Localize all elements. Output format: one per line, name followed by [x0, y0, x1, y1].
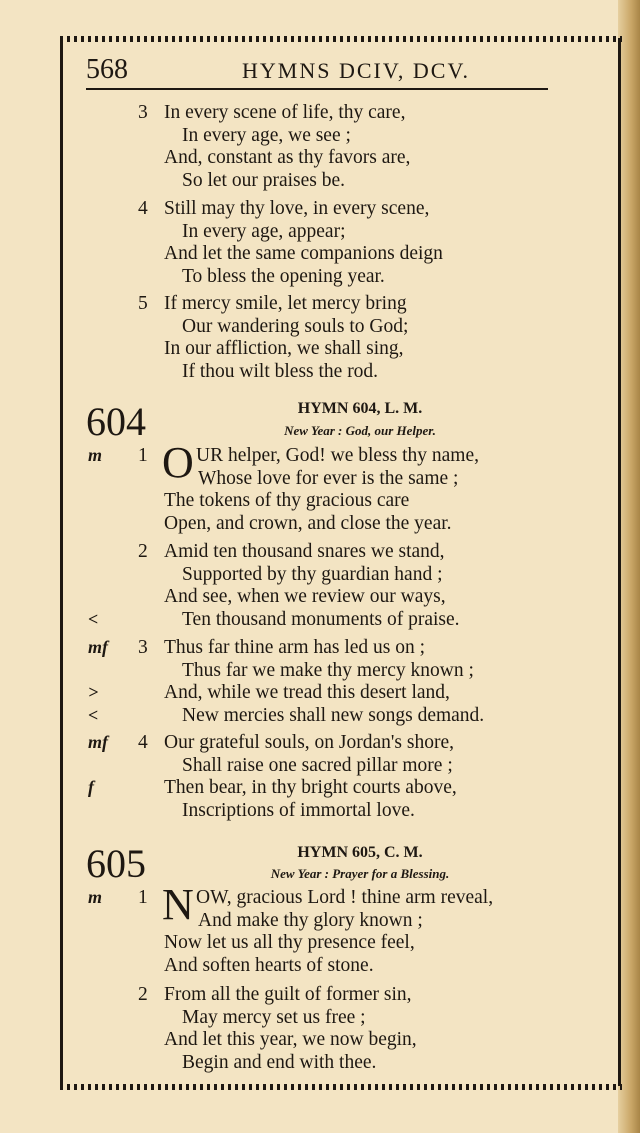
border-left: [60, 38, 63, 1086]
verse-line: [86, 1029, 586, 1052]
verse-line-text: From all the guilt of former sin,: [164, 984, 412, 1005]
verse-line-text: Our wandering souls to God;: [182, 315, 409, 337]
verse-line: [86, 586, 586, 609]
verse-line-text: Thus far thine arm has led us on ;: [164, 637, 426, 658]
verse-number: 2: [138, 984, 148, 1005]
verse-line-text: And let the same companions deign: [164, 243, 443, 265]
stanza: [86, 438, 586, 535]
verse-line: [86, 955, 586, 978]
verse-line-text: To bless the opening year.: [182, 265, 385, 287]
drop-capital: O: [162, 438, 194, 487]
verse-line-text: If mercy smile, let mercy bring: [164, 293, 407, 314]
verse-line-text: OW, gracious Lord ! thine arm reveal,: [196, 887, 494, 908]
verse-line-text: And see, when we review our ways,: [164, 586, 446, 608]
dynamic-marking: m: [88, 445, 103, 465]
stanza: [86, 637, 586, 727]
hymn-title: HYMN 605, C. M.: [297, 844, 423, 861]
dynamic-marking: <: [88, 704, 99, 725]
verse-line-text: In our affliction, we shall sing,: [164, 338, 404, 360]
dynamic-marking: mf: [88, 732, 108, 752]
verse-line-text: Then bear, in thy bright courts above,: [164, 777, 457, 799]
stanza: [86, 732, 586, 822]
verse-line-text: And, constant as thy favors are,: [164, 147, 411, 169]
verse-line-text: Thus far we make thy mercy known ;: [182, 659, 474, 681]
verse-line: [86, 932, 586, 955]
page-number: 568: [86, 54, 128, 85]
verse-line: [86, 338, 586, 361]
dynamic-marking: >: [88, 682, 99, 703]
hymn-title: HYMN 604, L. M.: [297, 400, 423, 417]
verse-line-text: May mercy set us free ;: [182, 1006, 366, 1028]
verse-line-text: If thou wilt bless the rod.: [182, 360, 379, 382]
verse-line: [86, 361, 586, 384]
verse-line: [86, 316, 586, 339]
verse-line: [86, 102, 586, 125]
verse-number: 2: [138, 541, 148, 562]
verse-line: [86, 198, 586, 221]
verse-line: [86, 682, 586, 705]
verse-line-text: In every age, we see ;: [182, 124, 351, 146]
running-head: HYMNS DCIV, DCV.: [242, 58, 471, 83]
hymn-number: 605: [86, 841, 146, 886]
stanza: [86, 198, 586, 288]
verse-number: 3: [138, 102, 148, 123]
dynamic-marking: <: [88, 608, 99, 629]
verse-line: [86, 293, 586, 316]
verse-line: [86, 170, 586, 193]
ornamental-border-bottom: [60, 1084, 622, 1090]
stanza: [86, 293, 586, 383]
stanza: [86, 984, 586, 1074]
verse-line: [86, 513, 586, 536]
verse-line: [86, 541, 586, 564]
verse-number: 1: [138, 445, 148, 466]
verse-line-text: New mercies shall new songs demand.: [182, 704, 485, 726]
verse-line-text: So let our praises be.: [182, 169, 346, 191]
verse-line: [86, 147, 586, 170]
verse-line: [86, 468, 586, 491]
hymn-subtitle: New Year : Prayer for a Blessing.: [270, 866, 450, 881]
verse-line: [86, 266, 586, 289]
verse-line-text: And soften hearts of stone.: [164, 954, 374, 976]
verse-line: [86, 243, 586, 266]
verse-line-text: The tokens of thy gracious care: [164, 490, 410, 512]
stanza: [86, 102, 586, 192]
hymn-number: 604: [86, 399, 146, 444]
verse-line: [86, 221, 586, 244]
verse-line-text: And, while we tread this desert land,: [164, 682, 450, 704]
verse-line-text: Supported by thy guardian hand ;: [182, 563, 443, 585]
verse-line-text: Now let us all thy presence feel,: [164, 932, 415, 954]
verse-line: [86, 564, 586, 587]
verse-line: [86, 755, 586, 778]
verse-line-text: And make thy glory known ;: [198, 909, 423, 931]
verse-line-text: In every scene of life, thy care,: [164, 102, 406, 123]
stanza: [86, 880, 586, 977]
border-right: [618, 38, 621, 1086]
verse-line: [86, 609, 586, 632]
hymn-subtitle: New Year : God, our Helper.: [284, 423, 436, 438]
dynamic-marking: f: [88, 777, 94, 798]
verse-line-text: And let this year, we now begin,: [164, 1029, 417, 1051]
dynamic-marking: m: [88, 887, 103, 907]
verse-number: 4: [138, 732, 148, 753]
verse-line: [86, 705, 586, 728]
page-edge: [618, 0, 640, 1133]
drop-capital: N: [162, 880, 194, 929]
verse-line-text: Still may thy love, in every scene,: [164, 198, 430, 219]
verse-number: 3: [138, 637, 148, 658]
header-rule: [86, 88, 548, 90]
verse-line-text: Amid ten thousand snares we stand,: [164, 541, 445, 562]
verse-line-text: UR helper, God! we bless thy name,: [196, 445, 479, 466]
verse-number: 4: [138, 198, 148, 219]
verse-line: [86, 777, 586, 800]
verse-line: [86, 1052, 586, 1075]
verse-line: [86, 660, 586, 683]
page-header: [86, 54, 596, 88]
verse-line: [86, 732, 586, 755]
verse-number: 5: [138, 293, 148, 314]
verse-line: [86, 984, 586, 1007]
verse-line-text: Our grateful souls, on Jordan's shore,: [164, 732, 455, 753]
verse-line-text: Whose love for ever is the same ;: [198, 467, 459, 489]
verse-line-text: Inscriptions of immortal love.: [182, 799, 415, 821]
verse-line: [86, 637, 586, 660]
dynamic-marking: mf: [88, 637, 108, 657]
verse-line: [86, 490, 586, 513]
verse-line-text: Open, and crown, and close the year.: [164, 512, 452, 534]
stanza: [86, 541, 586, 631]
verse-line-text: In every age, appear;: [182, 220, 346, 242]
verse-line-text: Ten thousand monuments of praise.: [182, 608, 460, 630]
verse-number: 1: [138, 887, 148, 908]
ornamental-border-top: [60, 36, 622, 42]
verse-line-text: Begin and end with thee.: [182, 1051, 377, 1073]
verse-line: [86, 1007, 586, 1030]
verse-line: [86, 800, 586, 823]
verse-line-text: Shall raise one sacred pillar more ;: [182, 754, 453, 776]
verse-line: [86, 910, 586, 933]
verse-line: [86, 125, 586, 148]
